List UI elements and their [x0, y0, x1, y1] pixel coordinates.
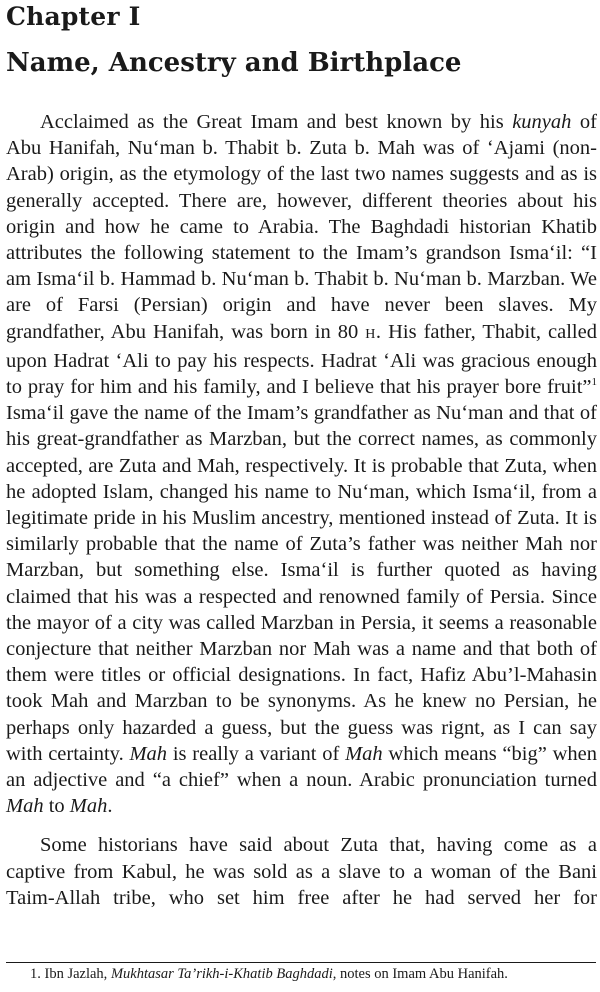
- text-run: of Abu Hanifah, Nu‘man b. Thabit b. Zuta b. Mah was of ‘Ajami (non-Arab) origin, as the etymology of the last two names suggests and as is generally accepted. There are, however, different theories about his origin and how he came to Arabia. The Baghdadi historian Khatib attributes the following statement to the Imam’s grandson Isma‘il: “I am Isma‘il b. Hammad b. Nu‘man b. Thabit b. Nu‘man b. Marzban. We are of Farsi (Persian) origin and have never been slaves. My grandfather, Abu Hanifah, was born in 80: [6, 111, 597, 343]
- italic-term: kunyah: [512, 111, 572, 133]
- italic-term: Mah: [69, 795, 108, 818]
- text-run: Isma‘il gave the name of the Imam’s grandfather as Nu‘man and that of his great-grandfather as Marzban, but the correct names, as commonly accepted, are Zuta and Mah, respectively. It is probable that Zuta, when he adopted Islam, changed his name to Nu‘man, which Isma‘il, from a legitimate pride in his Muslim ancestry, mentioned instead of Zuta. It is similarly probable that the name of Zuta’s father was neither Mah nor Marzban, but something else. Isma‘il is further quoted as having claimed that his was a respected and renowned family of Persia. Since the mayor of a city was called Marzban in Persia, it seems a reasonable conjecture that neither Marzban nor Mah was a name and that both of them were titles or official designations. In fact, Hafiz Abu’l-Mahasin took Mah and Marzban to be synonyms. As he knew no Persian, he perhaps only hazarded a guess, but the guess was rignt, as I can say with certainty.: [6, 402, 597, 765]
- text-run: is really a variant of: [167, 742, 346, 765]
- text-run: which means “big” when an adjective and “a chief” when a noun. Arabic pronunciation turned: [6, 742, 597, 792]
- footnote-book-title: Mukhtasar Ta’rikh-i-Khatib Baghdadi: [110, 966, 333, 982]
- italic-term: Mah: [345, 742, 383, 765]
- era-abbreviation: H: [365, 326, 376, 342]
- footnote: [30, 965, 598, 983]
- footnote-reference: 1: [591, 376, 597, 389]
- text-run: . His father, Thabit, called upon Hadrat ‘Ali to pay his respects. Hadrat ‘Ali was gracious enough to pray for him and his family, and I believe that his prayer bore fruit”: [6, 320, 597, 399]
- text-run: Acclaimed as the Great Imam and best known by his: [40, 111, 513, 133]
- footnote-rule: [6, 962, 596, 963]
- italic-term: Mah: [129, 742, 168, 765]
- body-text: [6, 109, 597, 911]
- footnote-text: 1. Ibn Jazlah,: [30, 966, 111, 982]
- chapter-title: Name, Ancestry and Birthplace: [6, 48, 462, 78]
- paragraph-1: [6, 109, 597, 819]
- text-run: to: [43, 795, 70, 818]
- text-run: .: [107, 795, 113, 818]
- chapter-label: Chapter I: [6, 2, 141, 31]
- italic-term: Mah: [6, 795, 44, 818]
- paragraph-2: Some historians have said about Zuta that, having come as a captive from Kabul, he was sold as a slave to a woman of the Bani Taim-Allah tribe, who set him free after he had served her for: [6, 834, 597, 909]
- footnote-text: , notes on Imam Abu Hanifah.: [332, 966, 508, 982]
